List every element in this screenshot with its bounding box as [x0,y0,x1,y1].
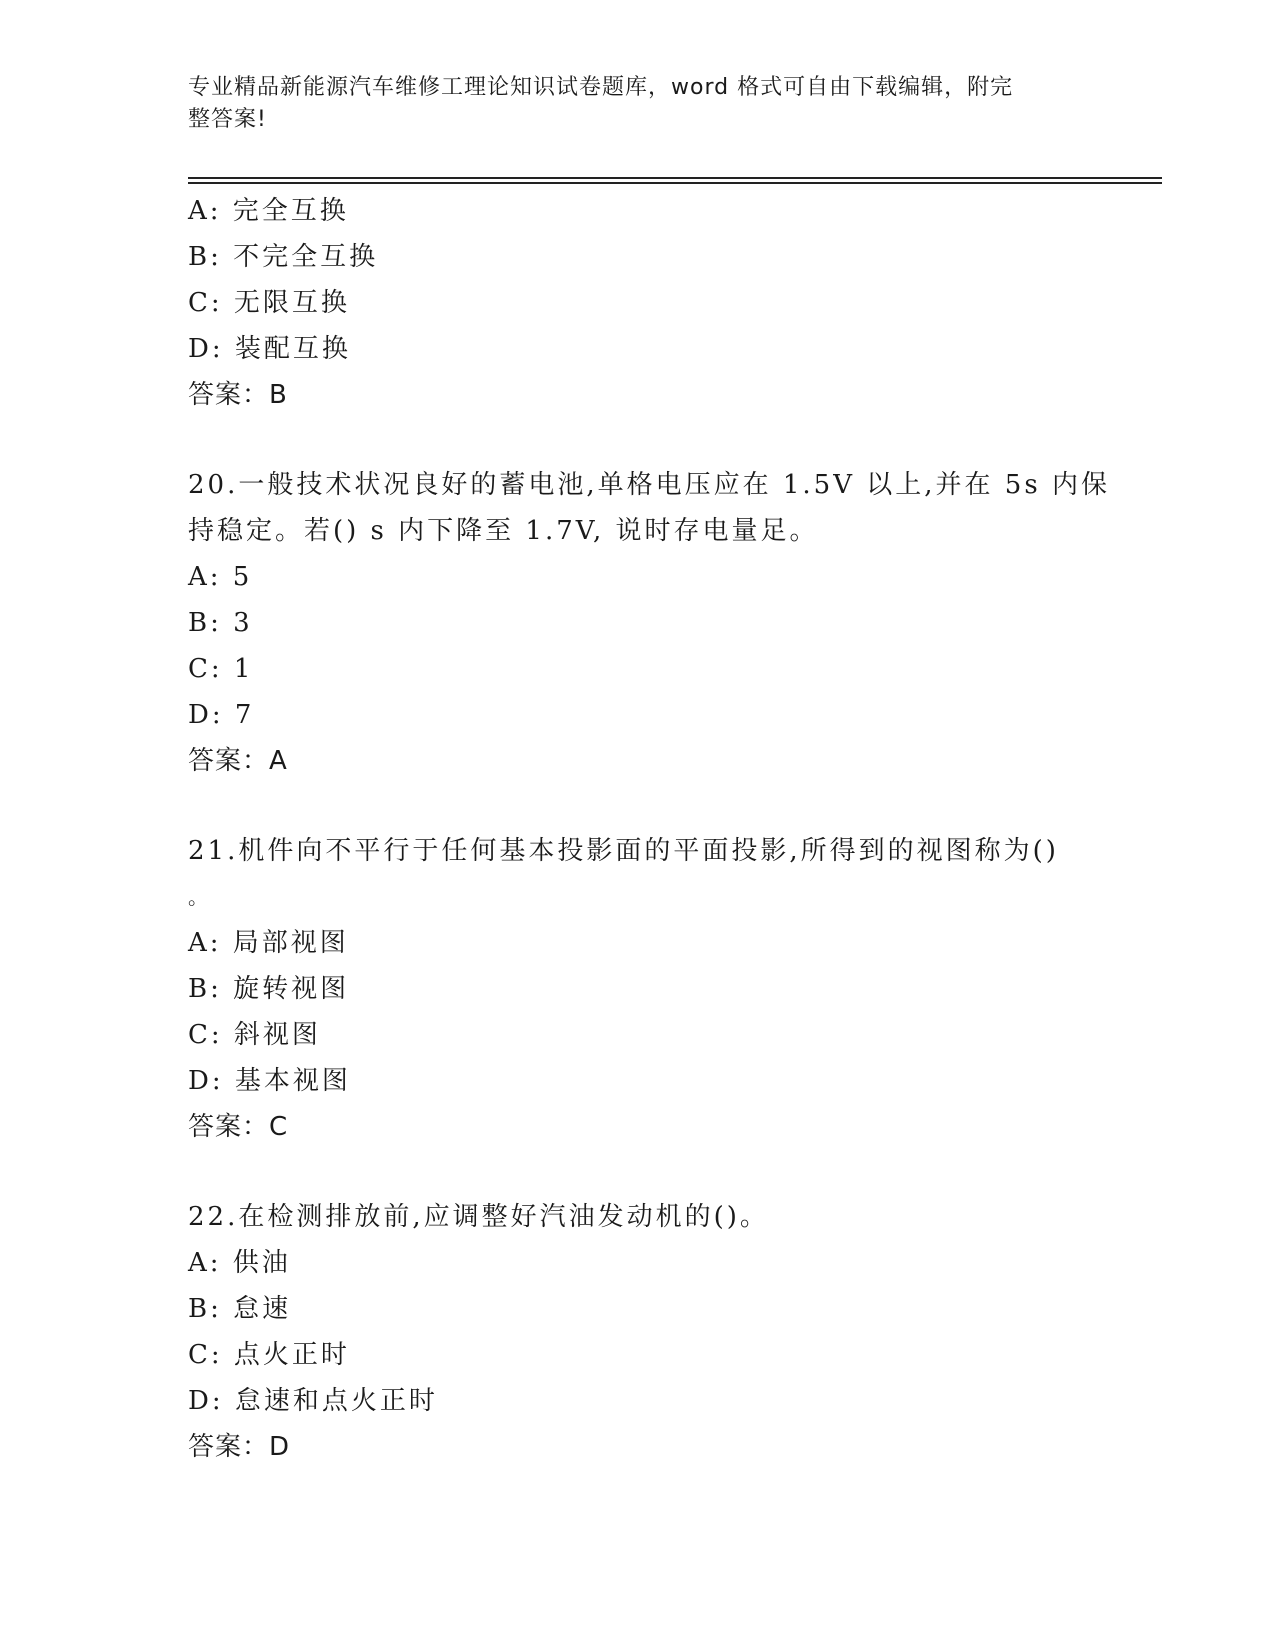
header-line-2: 整答案! [188,107,267,132]
option-d: D: 基本视图 [188,1066,351,1096]
question-20 [188,462,1110,784]
question-stem-line-2: 。 [188,885,208,909]
question-19 [188,188,1088,418]
answer: 答案：A [188,746,288,776]
option-d: D: 怠速和点火正时 [188,1386,438,1416]
option-b: B: 怠速 [188,1294,292,1324]
header-line-1: 专业精品新能源汽车维修工理论知识试卷题库，word 格式可自由下载编辑，附完 [188,75,1014,100]
option-d: D: 7 [188,700,255,730]
option-c: C: 1 [188,654,254,684]
answer: 答案：B [188,380,288,410]
option-c: C: 点火正时 [188,1340,350,1370]
question-22 [188,1194,1088,1470]
option-c: C: 斜视图 [188,1020,321,1050]
answer: 答案：C [188,1112,289,1142]
option-b: B: 3 [188,608,253,638]
question-stem-line-1: 22.在检测排放前,应调整好汽油发动机的()。 [188,1202,769,1232]
header-divider-top [188,177,1162,179]
document-header [188,72,1068,136]
option-b: B: 不完全互换 [188,242,379,272]
option-c: C: 无限互换 [188,288,350,318]
question-21 [188,828,1088,1150]
question-list [188,188,1110,1470]
question-stem-line-1: 21.机件向不平行于任何基本投影面的平面投影,所得到的视图称为() [188,836,1059,866]
answer: 答案：D [188,1432,291,1462]
option-a: A: 5 [188,562,253,592]
option-a: A: 供油 [188,1248,291,1278]
question-stem-line-1: 20.一般技术状况良好的蓄电池,单格电压应在 1.5V 以上,并在 5s 内保 [188,470,1110,500]
option-a: A: 完全互换 [188,196,349,226]
question-stem-line-2: 持稳定。若() s 内下降至 1.7V, 说时存电量足。 [188,516,819,546]
option-b: B: 旋转视图 [188,974,350,1004]
option-d: D: 装配互换 [188,334,351,364]
option-a: A: 局部视图 [188,928,349,958]
header-divider-bottom [188,182,1162,184]
